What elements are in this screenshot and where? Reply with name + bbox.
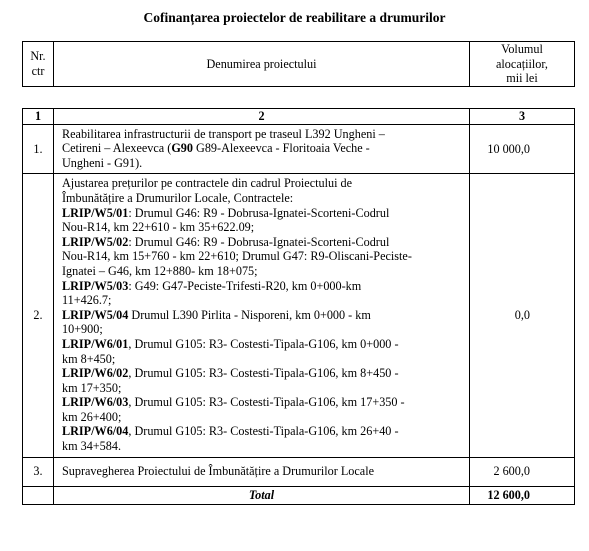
contract-text: Ignatei – G46, km 12+880- km 18+075; [62, 263, 258, 278]
table-row [23, 124, 575, 174]
contract-text: km 26+400; [62, 409, 122, 424]
allocation-value: 2 600,0 [470, 457, 575, 486]
contract-text: km 34+584. [62, 439, 122, 454]
contract-text: : Drumul G46: R9 - Dobrusa-Ignatei-Scorteni-Codrul [128, 234, 390, 249]
desc-bold-code: G90 [171, 141, 193, 156]
intro-line: Îmbunătățire a Drumurilor Locale, Contractele: [62, 190, 294, 205]
header-allocation-line1: Volumul alocațiilor, [496, 42, 548, 71]
contract-text: : G49: G47-Peciste-Trifesti-R20, km 0+000-km [128, 278, 362, 293]
contract-code: LRIP/W6/01 [62, 336, 129, 351]
contract-text: km 17+350; [62, 380, 122, 395]
header-allocation [470, 42, 575, 87]
contract-text: , Drumul G105: R3- Costesti-Tipala-G106, km 0+000 - [128, 336, 399, 351]
contract-code: LRIP/W6/02 [62, 366, 129, 381]
column-number-2: 2 [54, 109, 470, 125]
contract-code: LRIP/W6/04 [62, 424, 129, 439]
desc-text: G89-Alexeevca - Floritoaia Veche - [192, 141, 370, 156]
table-row [23, 174, 575, 457]
contract-code: LRIP/W5/04 [62, 307, 129, 322]
contract-text: , Drumul G105: R3- Costesti-Tipala-G106, km 17+350 - [128, 395, 405, 410]
contract-text: Drumul L390 Pirlita - Nisporeni, km 0+000 - km [128, 307, 371, 322]
header-nr-line2: ctr [31, 63, 45, 78]
header-nr [23, 42, 54, 87]
desc-line: Reabilitarea infrastructurii de transport pe traseul L392 Ungheni – [62, 126, 385, 141]
allocation-value: 0,0 [470, 174, 575, 457]
project-description [54, 124, 470, 174]
column-number-1: 1 [23, 109, 54, 125]
contract-text: , Drumul G105: R3- Costesti-Tipala-G106, km 26+40 - [128, 424, 399, 439]
projects-table [22, 108, 575, 505]
total-empty-cell [23, 486, 54, 504]
contract-text: km 8+450; [62, 351, 116, 366]
project-description [54, 174, 470, 457]
table-row [23, 457, 575, 486]
header-allocation-line2: mii lei [506, 71, 538, 86]
contract-text: 10+900; [62, 322, 103, 337]
row-number: 3. [23, 457, 54, 486]
allocation-value: 10 000,0 [470, 124, 575, 174]
contract-text: , Drumul G105: R3- Costesti-Tipala-G106, km 8+450 - [128, 366, 399, 381]
contract-code: LRIP/W5/02 [62, 234, 129, 249]
intro-line: Ajustarea prețurilor pe contractele din cadrul Proiectului de [62, 176, 353, 191]
header-project-name: Denumirea proiectului [54, 42, 470, 87]
project-description: Supravegherea Proiectului de Îmbunătățire a Drumurilor Locale [54, 457, 470, 486]
row-number: 2. [23, 174, 54, 457]
total-label: Total [54, 486, 470, 504]
contract-text: : Drumul G46: R9 - Dobrusa-Ignatei-Scorteni-Codrul [128, 205, 390, 220]
column-number-3: 3 [470, 109, 575, 125]
row-number: 1. [23, 124, 54, 174]
contract-text: Nou-R14, km 22+610 - km 35+622.09; [62, 220, 255, 235]
header-row [23, 42, 575, 87]
column-number-row [23, 109, 575, 125]
contract-code: LRIP/W6/03 [62, 395, 129, 410]
document-title: Cofinanțarea proiectelor de reabilitare a drumurilor [143, 10, 446, 25]
total-row [23, 486, 575, 504]
contract-text: Nou-R14, km 15+760 - km 22+610; Drumul G47: R9-Oliscani-Peciste- [62, 249, 412, 264]
contract-text: 11+426.7; [62, 293, 112, 308]
header-table [22, 41, 575, 87]
desc-line: Ungheni - G91). [62, 155, 143, 170]
total-value: 12 600,0 [470, 486, 575, 504]
contract-code: LRIP/W5/01 [62, 205, 129, 220]
header-nr-line1: Nr. [30, 49, 46, 64]
contract-code: LRIP/W5/03 [62, 278, 129, 293]
desc-text: Cetireni – Alexeevca ( [62, 141, 172, 156]
